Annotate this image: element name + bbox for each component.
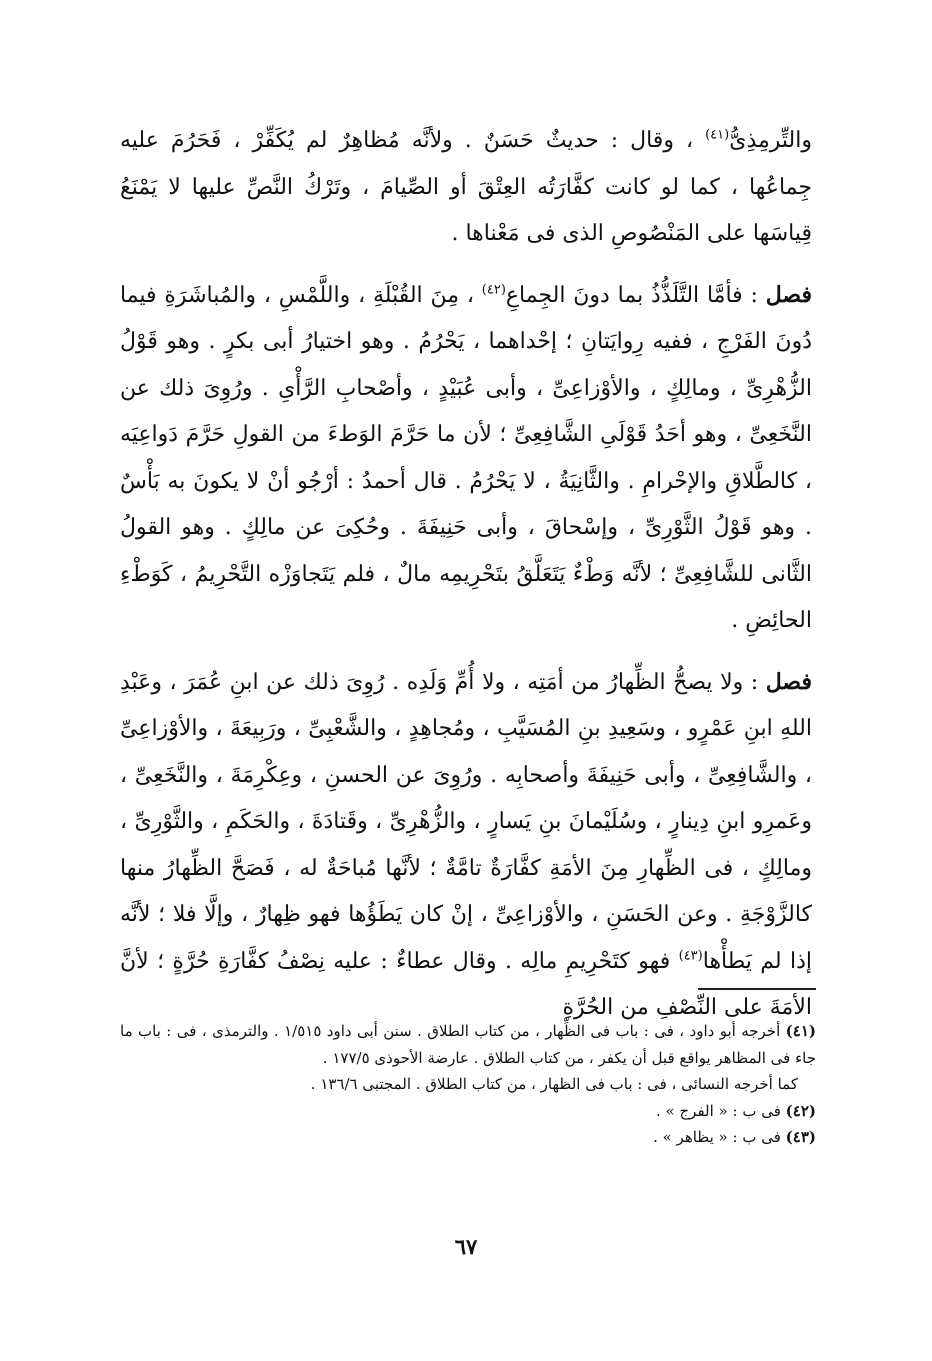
footnote-ref-42[interactable]: (٤٢) <box>481 282 506 298</box>
footnote-number: (٤٢) <box>785 1101 816 1120</box>
footnote-41 <box>120 1018 816 1071</box>
footnote-43 <box>120 1124 816 1151</box>
paragraph-text: : فأمَّا التَّلَذُّذُ بما دونَ الجِماعِ <box>505 282 766 308</box>
footnote-41-continuation: كما أخرجه النسائى ، فى : باب فى الظهار ، من كتاب الطلاق . المجتبى ١٣٦/٦ . <box>310 1075 798 1093</box>
main-text <box>120 118 812 1032</box>
footnotes <box>120 1018 816 1151</box>
footnote-42 <box>120 1098 816 1125</box>
page-number: ٦٧ <box>454 1234 478 1259</box>
footnote-ref-41[interactable]: (٤١) <box>705 127 730 143</box>
footnote-number: (٤٣) <box>785 1128 816 1146</box>
footnote-number: (٤١) <box>785 1022 816 1040</box>
footnote-text: فى ب : « يظاهر » . <box>653 1128 786 1146</box>
paragraph-3 <box>120 659 812 1032</box>
section-label: فصل <box>765 281 812 308</box>
paragraph-text: : ولا يصحُّ الظِّهارُ من أمَتِه ، ولا أُمِّ وَلَدِه . رُوِىَ ذلك عن ابنِ عُمَرَ ، وعَبْدِ اللهِ ابنِ عَمْرٍو ، وسَعِيدِ بنِ المُسَيَّبِ ، ومُجاهِدٍ ، والشَّعْبِىِّ ، ورَبِيعَةَ ، والأوْزاعِىِّ ، والشَّافِعِىِّ ، وأبى حَنِيفَةَ وأصحابِه . ورُوِىَ عن الحسنِ ، وعِكْرِمَةَ ، والنَّخَعِىِّ ، وعَمرِو ابنِ دِينارٍ ، وسُلَيْمانَ بنِ يَسارٍ ، والزُّهْرِىِّ ، وقَتادَةَ ، والحَكَمِ ، والثَّوْرِىِّ ، ومالِكٍ ، فى الظِّهارِ مِنَ الأمَةِ كفَّارَةٌ تامَّةٌ ؛ لأنَّها مُباحَةٌ له ، فَصَحَّ الظِّهارُ منها كالزَّوْجَةِ . وعن الحَسَنِ ، والأوْزاعِىِّ ، إنْ كان يَطَؤُها فهو ظِهارٌ ، وإلَّا فلا ؛ لأنَّه إذا لم يَطأْها <box>120 669 813 974</box>
paragraph-text: فهو كتَحْرِيمِ مالِه . وقال عطاءٌ : عليه نِصْفُ كفَّارَةِ حُرَّةٍ ؛ لأنَّ الأمَةَ على النِّصْفِ من الحُرَّةِ <box>120 948 812 1020</box>
footnote-ref-43[interactable]: (٤٣) <box>678 948 703 964</box>
paragraph-text: ، وقال : حديثٌ حَسَنٌ . ولأنَّه مُظاهِرٌ لم يُكَفِّرْ ، فَحَرُمَ عليه جِماعُها ، كما لو كانت كفَّارَتُه العِتْقَ أو الصِّيامَ ، وتَرْكُ النَّصِّ عليها لا يَمْنَعُ قِياسَها على المَنْصُوصِ الذى فى مَعْناها . <box>120 128 812 246</box>
footnote-text: أخرجه أبو داود ، فى : باب فى الظِّهار ، من كتاب الطلاق . سنن أبى داود ١/٥١٥ . والترمذى ، فى : باب ما جاء فى المظاهر يواقع قبل أن يكفر ، من كتاب الطلاق . عارضة الأحوذى ١٧٧/٥ . <box>120 1022 816 1067</box>
paragraph-text: والتِّرمِذِىُّ <box>729 128 812 153</box>
paragraph-2 <box>120 272 812 645</box>
paragraph-text: ، مِنَ القُبْلَةِ ، واللَّمْسِ ، والمُباشَرَةِ فيما دُونَ الفَرْجِ ، ففيه رِوايَتانِ ؛ إحْداهما ، يَحْرُمُ . وهو اختيارُ أبى بكرٍ . وهو قَوْلُ الزُّهْرِىِّ ، ومالِكٍ ، والأوْزاعِىِّ ، وأبى عُبَيْدٍ ، وأصْحابِ الرَّأْىِ . ورُوِىَ ذلك عن النَّخَعِىِّ ، وهو أحَدُ قَوْلَىِ الشَّافِعِىِّ ؛ لأن ما حَرَّمَ الوَطءَ من القولِ حَرَّمَ دَواعِيَه ، كالطَّلاقِ والإحْرامِ . والثَّانِيَةُ ، لا يَحْرُمُ . قال أحمدُ : أرْجُو أنْ لا يكونَ به بَأْسٌ . وهو قَوْلُ الثَّوْرِىِّ ، وإسْحاقَ ، وأبى حَنِيفَةَ . وحُكِىَ عن مالِكٍ . وهو القولُ الثَّانى للشَّافِعِىِّ ؛ لأنَّه وَطْءٌ يَتَعَلَّقُ بتَحْرِيمِه مالٌ ، فلم يَتَجاوَزْه التَّحْرِيمُ ، كَوَطْءِ الحائِضِ . <box>120 282 812 633</box>
footnote-text: فى ب : « الفرج » . <box>656 1101 786 1120</box>
footnote-separator <box>698 988 816 990</box>
section-label: فصل <box>765 668 812 695</box>
paragraph-1 <box>120 118 812 258</box>
